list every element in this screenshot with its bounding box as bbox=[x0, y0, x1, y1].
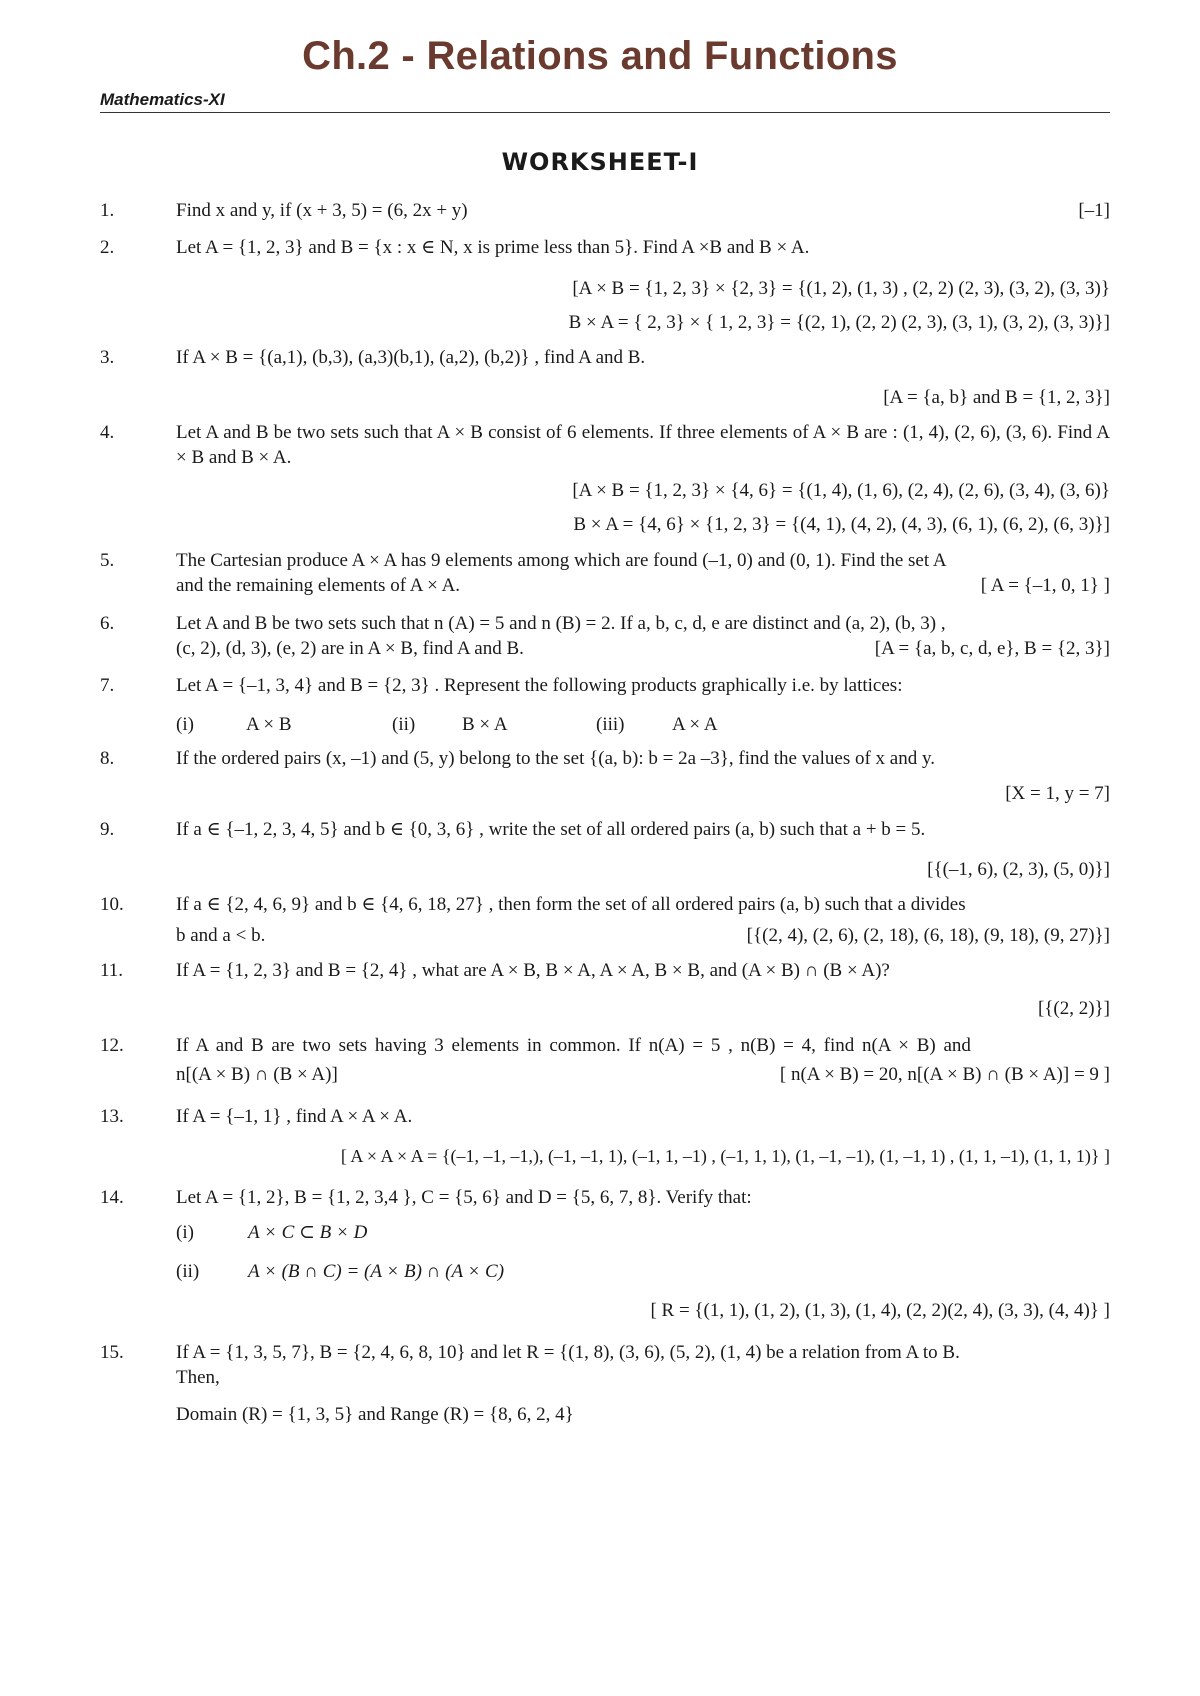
question-number: 14. bbox=[100, 1187, 124, 1208]
item-label: (ii) bbox=[176, 1261, 200, 1282]
answer-text: [ A × A × A = {(–1, –1, –1,), (–1, –1, 1), (–1, 1, –1) , (–1, 1, 1), (1, –1, –1), (1, –1, 1) , (1, 1, –1), (1, 1, 1)} ] bbox=[340, 1146, 1110, 1166]
answer-text: [A × B = {1, 2, 3} × {4, 6} = {(1, 4), (1, 6), (2, 4), (2, 6), (3, 4), (3, 6)} bbox=[572, 480, 1110, 501]
question-text: If a ∈ {–1, 2, 3, 4, 5} and b ∈ {0, 3, 6} , write the set of all ordered pairs (a, b) such that a + b = 5. bbox=[176, 819, 926, 840]
answer-text: [ n(A × B) = 20, n[(A × B) ∩ (B × A)] = 9 ] bbox=[779, 1064, 1110, 1085]
question-text: (c, 2), (d, 3), (e, 2) are in A × B, find A and B. bbox=[176, 638, 524, 659]
question-text: If A = {–1, 1} , find A × A × A. bbox=[176, 1106, 413, 1127]
question-text: If A = {1, 2, 3} and B = {2, 4} , what are A × B, B × A, A × A, B × B, and (A × B) ∩ (B × A)? bbox=[176, 960, 890, 981]
question-number: 4. bbox=[100, 422, 115, 443]
question-text: If A and B are two sets having 3 elements in common. If n(A) = 5 , n(B) = 4, find n(A × B) and bbox=[176, 1035, 971, 1056]
option-label: (iii) bbox=[596, 714, 625, 735]
question-number: 6. bbox=[100, 613, 115, 634]
question-number: 1. bbox=[100, 200, 115, 221]
question-text: Domain (R) = {1, 3, 5} and Range (R) = {8, 6, 2, 4} bbox=[176, 1404, 574, 1425]
option-label: (ii) bbox=[392, 714, 416, 735]
subject-label: Mathematics-XI bbox=[100, 90, 225, 109]
question-text: Then, bbox=[176, 1367, 220, 1388]
question-number: 9. bbox=[100, 819, 115, 840]
question-text: Let A and B be two sets such that n (A) = 5 and n (B) = 2. If a, b, c, d, e are distinct and (a, 2), (b, 3) , bbox=[176, 613, 946, 634]
question-number: 5. bbox=[100, 550, 115, 571]
header-divider bbox=[100, 112, 1110, 113]
question-text: b and a < b. bbox=[176, 925, 266, 946]
question-text: and the remaining elements of A × A. bbox=[176, 575, 461, 596]
question-number: 10. bbox=[100, 894, 124, 915]
answer-text: B × A = { 2, 3} × { 1, 2, 3} = {(2, 1), (2, 2) (2, 3), (3, 1), (3, 2), (3, 3)}] bbox=[568, 312, 1110, 333]
answer-text: [A = {a, b} and B = {1, 2, 3}] bbox=[883, 387, 1110, 408]
worksheet-title: WORKSHEET-I bbox=[501, 148, 699, 176]
question-text: Find x and y, if (x + 3, 5) = (6, 2x + y) bbox=[176, 200, 468, 221]
question-text: Let A = {1, 2}, B = {1, 2, 3,4 }, C = {5, 6} and D = {5, 6, 7, 8}. Verify that: bbox=[176, 1187, 752, 1208]
answer-text: [–1] bbox=[1078, 200, 1110, 221]
page-title: Ch.2 - Relations and Functions bbox=[302, 34, 898, 78]
item-value: A × (B ∩ C) = (A × B) ∩ (A × C) bbox=[248, 1261, 505, 1282]
answer-text: [{(2, 4), (2, 6), (2, 18), (6, 18), (9, 18), (9, 27)}] bbox=[746, 925, 1110, 946]
question-text: n[(A × B) ∩ (B × A)] bbox=[176, 1064, 338, 1085]
answer-text: B × A = {4, 6} × {1, 2, 3} = {(4, 1), (4, 2), (4, 3), (6, 1), (6, 2), (6, 3)}] bbox=[573, 514, 1110, 535]
question-text: If a ∈ {2, 4, 6, 9} and b ∈ {4, 6, 18, 27} , then form the set of all ordered pairs (a, b) such that a divides bbox=[176, 894, 966, 915]
question-number: 11. bbox=[100, 960, 124, 981]
question-text: Let A and B be two sets such that A × B consist of 6 elements. If three elements of A × B are : (1, 4), (2, 6), (3, 6). Find A × B and B × A. bbox=[176, 422, 1110, 468]
answer-text: [X = 1, y = 7] bbox=[1005, 783, 1110, 804]
question-text: Let A = {–1, 3, 4} and B = {2, 3} . Represent the following products graphically i.e. by lattices: bbox=[176, 675, 903, 696]
answer-text: [ R = {(1, 1), (1, 2), (1, 3), (1, 4), (2, 2)(2, 4), (3, 3), (4, 4)} ] bbox=[650, 1300, 1110, 1321]
answer-text: [A = {a, b, c, d, e}, B = {2, 3}] bbox=[874, 638, 1110, 659]
option-value: A × B bbox=[246, 714, 292, 735]
answer-text: [{(–1, 6), (2, 3), (5, 0)}] bbox=[927, 859, 1110, 880]
item-value: A × C ⊂ B × D bbox=[248, 1222, 368, 1243]
question-number: 12. bbox=[100, 1035, 124, 1056]
question-number: 3. bbox=[100, 347, 115, 368]
answer-text: [ A = {–1, 0, 1} ] bbox=[980, 575, 1110, 596]
question-text: If A = {1, 3, 5, 7}, B = {2, 4, 6, 8, 10} and let R = {(1, 8), (3, 6), (5, 2), (1, 4) be a relation from A to B. bbox=[176, 1342, 960, 1363]
option-label: (i) bbox=[176, 714, 194, 735]
question-number: 2. bbox=[100, 237, 115, 258]
answer-text: [A × B = {1, 2, 3} × {2, 3} = {(1, 2), (1, 3) , (2, 2) (2, 3), (3, 2), (3, 3)} bbox=[572, 278, 1110, 299]
answer-text: [{(2, 2)}] bbox=[1037, 998, 1110, 1019]
question-number: 7. bbox=[100, 675, 115, 696]
question-number: 8. bbox=[100, 748, 115, 769]
question-text: The Cartesian produce A × A has 9 elements among which are found (–1, 0) and (0, 1). Find the set A bbox=[176, 550, 947, 571]
item-label: (i) bbox=[176, 1222, 194, 1243]
option-value: A × A bbox=[672, 714, 718, 735]
question-text: Let A = {1, 2, 3} and B = {x : x ∈ N, x is prime less than 5}. Find A ×B and B × A. bbox=[176, 237, 810, 258]
question-number: 13. bbox=[100, 1106, 124, 1127]
question-text: If A × B = {(a,1), (b,3), (a,3)(b,1), (a,2), (b,2)} , find A and B. bbox=[176, 347, 646, 368]
question-number: 15. bbox=[100, 1342, 124, 1363]
option-value: B × A bbox=[462, 714, 508, 735]
question-text: If the ordered pairs (x, –1) and (5, y) belong to the set {(a, b): b = 2a –3}, find the values of x and y. bbox=[176, 748, 936, 769]
